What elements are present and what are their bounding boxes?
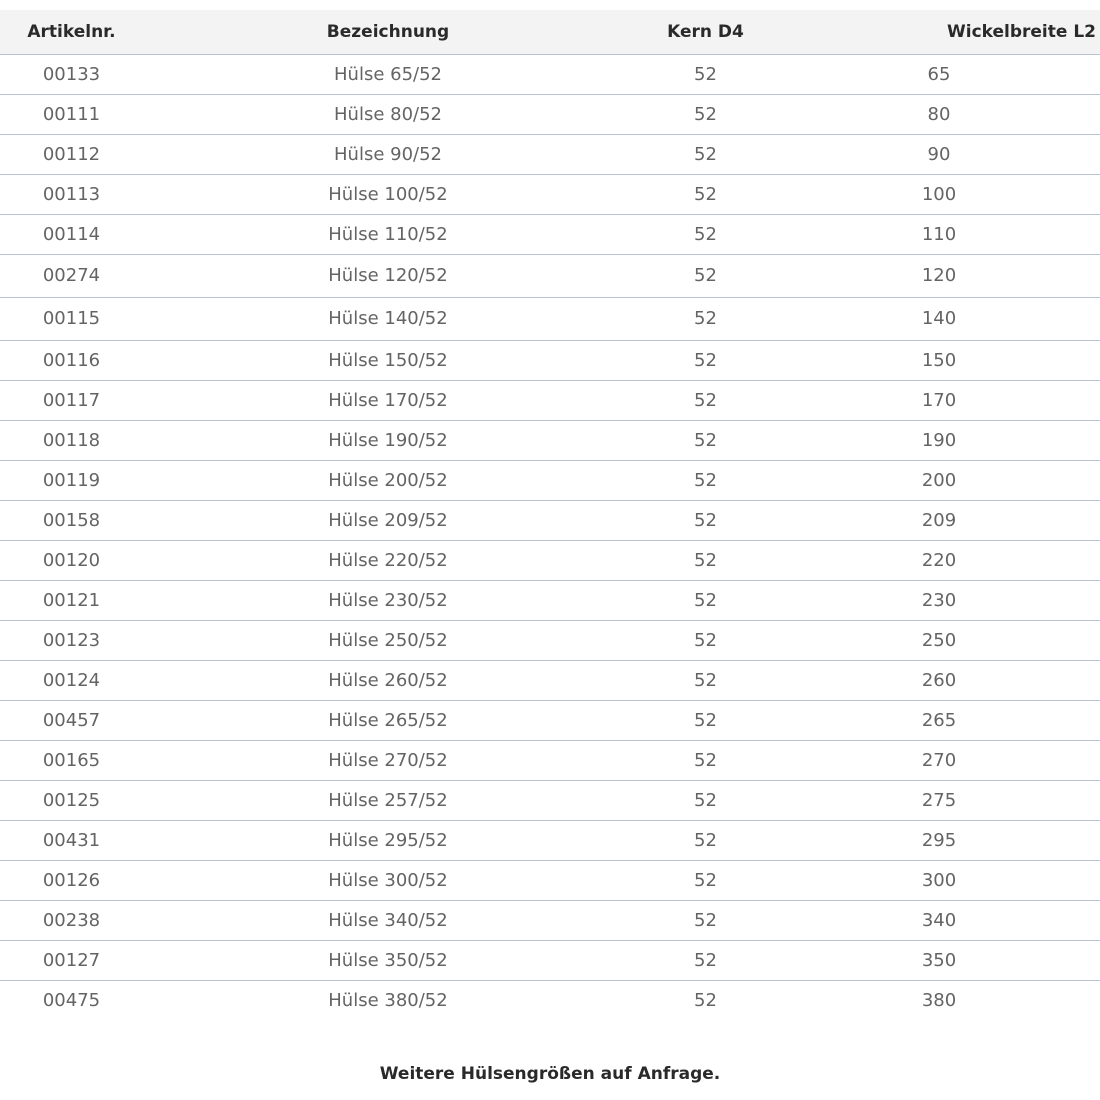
cell-bezeichnung: Hülse 120/52	[143, 254, 633, 297]
cell-bezeichnung: Hülse 250/52	[143, 620, 633, 660]
cell-bezeichnung: Hülse 200/52	[143, 460, 633, 500]
cell-wickelbreite-l2: 260	[778, 660, 1100, 700]
cell-kern-d4: 52	[633, 540, 778, 580]
cell-bezeichnung: Hülse 350/52	[143, 940, 633, 980]
cell-artikelnr: 00117	[0, 380, 143, 420]
table-row	[0, 580, 1100, 620]
table-row	[0, 700, 1100, 740]
cell-kern-d4: 52	[633, 580, 778, 620]
cell-wickelbreite-l2: 100	[778, 174, 1100, 214]
header-bezeichnung: Bezeichnung	[143, 10, 633, 54]
table-row	[0, 420, 1100, 460]
cell-artikelnr: 00112	[0, 134, 143, 174]
cell-artikelnr: 00475	[42, 989, 101, 1011]
cell-bezeichnung: Hülse 110/52	[143, 214, 633, 254]
cell-kern-d4: 52	[633, 820, 778, 860]
cell-wickelbreite-l2: 230	[778, 580, 1100, 620]
cell-bezeichnung: Hülse 260/52	[143, 660, 633, 700]
table-row	[0, 540, 1100, 580]
cell-artikelnr: 00118	[0, 420, 143, 460]
cell-wickelbreite-l2: 209	[778, 500, 1100, 540]
cell-wickelbreite-l2: 265	[778, 700, 1100, 740]
table-row	[0, 214, 1100, 254]
cell-wickelbreite-l2: 270	[778, 740, 1100, 780]
cell-kern-d4: 52	[633, 940, 778, 980]
cell-wickelbreite-l2: 380	[921, 989, 957, 1011]
table-row	[0, 500, 1100, 540]
cell-bezeichnung: Hülse 257/52	[143, 780, 633, 820]
cell-wickelbreite-l2: 220	[778, 540, 1100, 580]
cell-kern-d4: 52	[633, 254, 778, 297]
cell-wickelbreite-l2: 150	[778, 340, 1100, 380]
cell-wickelbreite-l2: 200	[778, 460, 1100, 500]
cell-bezeichnung: Hülse 100/52	[143, 174, 633, 214]
cell-wickelbreite-l2: 340	[778, 900, 1100, 940]
cell-wickelbreite-l2: 350	[778, 940, 1100, 980]
cell-bezeichnung: Hülse 295/52	[143, 820, 633, 860]
table-row	[0, 460, 1100, 500]
table-row	[0, 860, 1100, 900]
cell-kern-d4: 52	[633, 214, 778, 254]
table-row	[0, 297, 1100, 340]
cell-artikelnr: 00111	[0, 94, 143, 134]
cell-kern-d4: 52	[633, 380, 778, 420]
table-row	[0, 940, 1100, 980]
cell-kern-d4: 52	[633, 900, 778, 940]
cell-bezeichnung: Hülse 380/52	[328, 989, 448, 1011]
cell-kern-d4: 52	[633, 860, 778, 900]
cell-artikelnr: 00133	[0, 54, 143, 94]
cell-artikelnr: 00165	[0, 740, 143, 780]
cell-bezeichnung: Hülse 140/52	[143, 297, 633, 340]
cell-artikelnr: 00121	[0, 580, 143, 620]
cell-artikelnr: 00116	[0, 340, 143, 380]
cell-bezeichnung: Hülse 300/52	[143, 860, 633, 900]
table-body	[0, 54, 1100, 1020]
cell-kern-d4: 52	[633, 420, 778, 460]
cell-wickelbreite-l2: 110	[778, 214, 1100, 254]
cell-wickelbreite-l2: 300	[778, 860, 1100, 900]
table-row	[0, 380, 1100, 420]
table-row	[0, 820, 1100, 860]
table-row	[0, 94, 1100, 134]
cell-kern-d4: 52	[633, 174, 778, 214]
cell-artikelnr: 00119	[0, 460, 143, 500]
table-row	[0, 660, 1100, 700]
cell-wickelbreite-l2: 80	[778, 94, 1100, 134]
cell-kern-d4: 52	[633, 740, 778, 780]
cell-wickelbreite-l2: 295	[778, 820, 1100, 860]
cell-bezeichnung: Hülse 190/52	[143, 420, 633, 460]
cell-kern-d4: 52	[633, 620, 778, 660]
cell-kern-d4: 52	[633, 460, 778, 500]
product-table	[0, 10, 1100, 1020]
product-table-container	[0, 10, 1100, 1020]
table-row	[0, 980, 1100, 1020]
cell-artikelnr: 00120	[0, 540, 143, 580]
table-row	[0, 620, 1100, 660]
header-wickelbreite-l2: Wickelbreite L2	[778, 10, 1100, 54]
cell-artikelnr: 00457	[0, 700, 143, 740]
cell-kern-d4: 52	[633, 660, 778, 700]
cell-bezeichnung: Hülse 340/52	[143, 900, 633, 940]
table-row	[0, 740, 1100, 780]
cell-bezeichnung: Hülse 80/52	[143, 94, 633, 134]
cell-artikelnr: 00114	[0, 214, 143, 254]
cell-artikelnr: 00127	[0, 940, 143, 980]
table-row	[0, 780, 1100, 820]
cell-bezeichnung: Hülse 265/52	[143, 700, 633, 740]
cell-kern-d4: 52	[633, 297, 778, 340]
cell-bezeichnung: Hülse 220/52	[143, 540, 633, 580]
table-row	[0, 254, 1100, 297]
cell-bezeichnung: Hülse 90/52	[143, 134, 633, 174]
cell-kern-d4: 52	[633, 500, 778, 540]
cell-artikelnr: 00124	[0, 660, 143, 700]
cell-artikelnr: 00123	[0, 620, 143, 660]
cell-bezeichnung: Hülse 209/52	[143, 500, 633, 540]
header-kern-d4: Kern D4	[633, 10, 778, 54]
cell-wickelbreite-l2: 250	[778, 620, 1100, 660]
cell-artikelnr: 00274	[0, 254, 143, 297]
cell-wickelbreite-l2: 120	[778, 254, 1100, 297]
header-artikelnr: Artikelnr.	[0, 10, 143, 54]
cell-kern-d4: 52	[633, 780, 778, 820]
cell-wickelbreite-l2: 65	[778, 54, 1100, 94]
cell-bezeichnung: Hülse 170/52	[143, 380, 633, 420]
footer-note: Weitere Hülsengrößen auf Anfrage.	[379, 1064, 721, 1084]
table-row	[0, 54, 1100, 94]
header-row	[0, 10, 1100, 54]
cell-artikelnr: 00115	[0, 297, 143, 340]
cell-artikelnr: 00238	[0, 900, 143, 940]
table-row	[0, 174, 1100, 214]
cell-bezeichnung: Hülse 150/52	[143, 340, 633, 380]
cell-kern-d4: 52	[633, 340, 778, 380]
cell-kern-d4: 52	[694, 989, 717, 1011]
table-row	[0, 134, 1100, 174]
cell-bezeichnung: Hülse 270/52	[143, 740, 633, 780]
table-header	[0, 10, 1100, 54]
cell-artikelnr: 00126	[0, 860, 143, 900]
cell-kern-d4: 52	[633, 700, 778, 740]
table-row	[0, 340, 1100, 380]
cell-wickelbreite-l2: 140	[778, 297, 1100, 340]
table-row	[0, 900, 1100, 940]
cell-bezeichnung: Hülse 65/52	[143, 54, 633, 94]
cell-artikelnr: 00158	[0, 500, 143, 540]
cell-artikelnr: 00431	[0, 820, 143, 860]
cell-wickelbreite-l2: 90	[778, 134, 1100, 174]
cell-wickelbreite-l2: 170	[778, 380, 1100, 420]
cell-artikelnr: 00125	[0, 780, 143, 820]
cell-kern-d4: 52	[633, 134, 778, 174]
cell-artikelnr: 00113	[0, 174, 143, 214]
cell-kern-d4: 52	[633, 54, 778, 94]
cell-wickelbreite-l2: 275	[778, 780, 1100, 820]
cell-wickelbreite-l2: 190	[778, 420, 1100, 460]
cell-kern-d4: 52	[633, 94, 778, 134]
cell-bezeichnung: Hülse 230/52	[143, 580, 633, 620]
